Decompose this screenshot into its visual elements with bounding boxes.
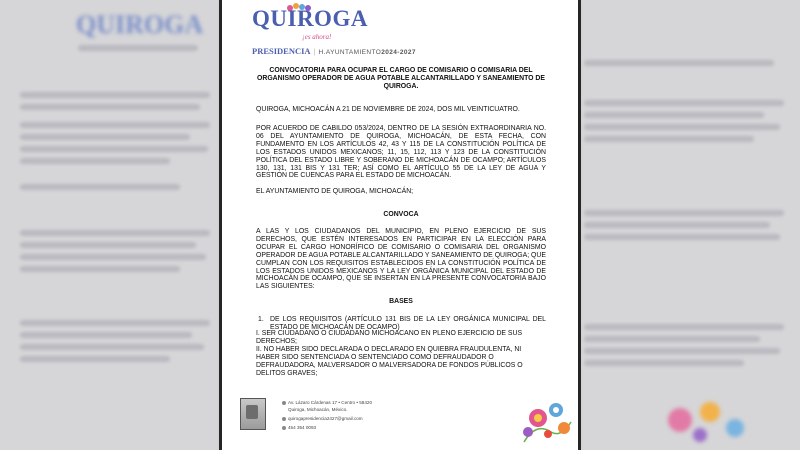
footer-address: Av. Lázaro Cárdenas 17 • Centro • 58420 bbox=[282, 400, 372, 405]
requirement-ii: II. NO HABER SIDO DECLARADA O DECLARADO EN QUIEBRA FRAUDULENTA, NI HABER SIDO SENTENCIADA O SENTENCIADO COMO DEFRAUDADOR O DEFRAUDADORA, MALVERSADOR O MALVERSADORA DE FONDOS PÚBLICOS O DELITOS GRAVES; bbox=[256, 345, 523, 377]
email-icon bbox=[282, 417, 286, 421]
letterhead-presidencia: PRESIDENCIA bbox=[252, 46, 311, 56]
bases-heading: BASES bbox=[389, 298, 413, 305]
document-page bbox=[222, 0, 578, 450]
logo-tagline: ¡es ahora! bbox=[302, 33, 332, 41]
document-edge-right bbox=[578, 0, 581, 450]
letterhead-period: 2024-2027 bbox=[381, 49, 416, 56]
footer-city: Quiroga, Michoacán, México. bbox=[288, 407, 348, 412]
ayuntamiento-line: EL AYUNTAMIENTO DE QUIROGA, MICHOACÁN; bbox=[256, 188, 414, 195]
footer-email: quirogapresidencia2427@gmail.com bbox=[282, 416, 363, 421]
blurred-flowers-decoration bbox=[650, 390, 760, 450]
convoca-paragraph: A LAS Y LOS CIUDADANOS DEL MUNICIPIO, EN PLENO EJERCICIO DE SUS DERECHOS, QUE ESTÉN INTERESADOS EN PARTICIPAR EN LA ELECCIÓN PARA OCUPAR EL CARGO HONORÍFICO DE COMISARIO O COMISARIA DEL ORGANISMO OPERADOR DE AGUA POTABLE ALCANTARILLADO Y SANEAMIENTO DE QUIROGA; QUE CUMPLAN CON LOS REQUISITOS ESTABLECIDOS EN LA CONSTITUCIÓN POLÍTICA DE LOS ESTADOS UNIDOS MEXICANOS Y LA LEY ORGÁNICA MUNICIPAL DEL ESTADO DE MICHOACÁN DE OCAMPO, QUE SE INSERTAN EN LA PRESENTE CONVOCATORIA BAJO LAS SIGUIENTES: bbox=[256, 228, 546, 291]
flowers-decoration-icon bbox=[516, 392, 576, 448]
location-icon bbox=[282, 401, 286, 405]
document-footer bbox=[222, 392, 578, 450]
municipal-emblem-icon bbox=[240, 398, 266, 430]
blurred-background-left bbox=[0, 0, 220, 450]
requirements-list bbox=[256, 330, 546, 377]
phone-icon bbox=[282, 426, 286, 430]
document-title: CONVOCATORIA PARA OCUPAR EL CARGO DE COMISARIO O COMISARIA DEL ORGANISMO OPERADOR DE AGUA POTABLE ALCANTARILLADO Y SANEAMIENTO DE QUIROGA. bbox=[256, 67, 545, 90]
blurred-logo: QUIROGA bbox=[76, 10, 204, 39]
date-line: QUIROGA, MICHOACÁN A 21 DE NOVIEMBRE DE 2024, DOS MIL VEINTICUATRO. bbox=[256, 106, 520, 113]
blurred-background-right bbox=[574, 0, 800, 450]
base-item-1-number: 1. bbox=[258, 316, 264, 323]
acuerdo-paragraph: POR ACUERDO DE CABILDO 053/2024, DENTRO DE LA SESIÓN EXTRAORDINARIA NO. 06 DEL AYUNTAMIENTO DE QUIROGA, MICHOACÁN, DE ESTA FECHA, CON FUNDAMENTO EN LOS ARTÍCULOS 42, 43 Y 115 DE LA CONSTITUCIÓN POLÍTICA DE LOS ESTADOS UNIDOS MEXICANOS; 11, 15, 112, 113 Y 123 DE LA CONSTITUCIÓN POLÍTICA DEL ESTADO LIBRE Y SOBERANO DE MICHOACÁN DE OCAMPO; ARTÍCULOS 130, 131, 131 BIS Y 131 TER; ASÍ COMO EL ARTÍCULO 55 DE LA LEY DE AGUA Y GESTIÓN DE CUENCAS PARA EL ESTADO DE MICHOACÁN. bbox=[256, 125, 546, 180]
letterhead: PRESIDENCIA | H.AYUNTAMIENTO2024-2027 bbox=[252, 46, 416, 56]
convoca-heading: CONVOCA bbox=[383, 211, 419, 218]
requirement-i: I. SER CIUDADANO O CIUDADANO MICHOACANO EN PLENO EJERCICIO DE SUS DERECHOS; bbox=[256, 330, 523, 345]
base-item-1-text: DE LOS REQUISITOS (ARTÍCULO 131 BIS DE LA LEY ORGÁNICA MUNICIPAL DEL ESTADO DE MICHOACÁN DE OCAMPO) bbox=[270, 316, 546, 331]
letterhead-ayuntamiento: H.AYUNTAMIENTO bbox=[318, 49, 382, 56]
footer-phone: 454 354 0093 bbox=[282, 425, 316, 430]
quiroga-logo: QUIROGA bbox=[252, 6, 368, 31]
